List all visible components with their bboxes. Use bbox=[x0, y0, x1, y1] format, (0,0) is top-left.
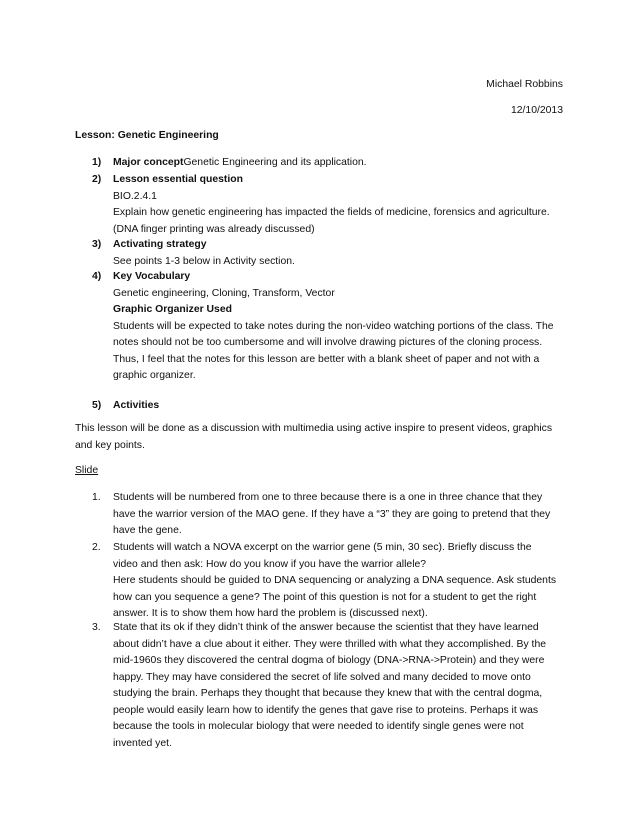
activity-number-3: 3. bbox=[92, 622, 101, 633]
graphic-organizer-line: graphic organizer. bbox=[113, 370, 196, 381]
key-vocabulary-label: Key Vocabulary bbox=[113, 271, 191, 282]
activity-line: about didn’t have a clue about it either. They were thrilled with what they accomplished. By the bbox=[113, 638, 547, 650]
graphic-organizer-line: notes should not be too cumbersome and will involve drawing pictures of the cloning process. bbox=[113, 337, 543, 348]
lesson-heading: Lesson: Genetic Engineering bbox=[75, 130, 219, 141]
standard-code: BIO.2.4.1 bbox=[113, 190, 157, 202]
activities-label: Activities bbox=[113, 400, 160, 411]
author-name: Michael Robbins bbox=[486, 79, 563, 90]
outline-number-2: 2) bbox=[92, 174, 102, 185]
essential-question bbox=[113, 172, 568, 238]
activity-line: video and then ask: How do you know if you have the warrior allele? bbox=[113, 558, 427, 570]
activity-1 bbox=[113, 490, 568, 540]
outline-number-4: 4) bbox=[92, 271, 102, 282]
essential-question-text: Explain how genetic engineering has impacted the fields of medicine, forensics and agriculture. bbox=[113, 207, 550, 218]
outline-number-1: 1) bbox=[92, 157, 102, 168]
major-concept bbox=[113, 155, 568, 172]
slide-label: Slide bbox=[75, 465, 99, 476]
outline-number-5: 5) bbox=[92, 400, 102, 411]
activity-line: how can you sequence a gene? The point of this question is not for a student to get the right bbox=[113, 591, 537, 603]
activity-line: have the warrior version of the MAO gene. If they have a “3” they are going to pretend that they bbox=[113, 508, 551, 520]
essential-question-label: Lesson essential question bbox=[113, 174, 243, 185]
activity-line: State that its ok if they didn’t think of the answer because the scientist that they have learned bbox=[113, 622, 539, 633]
graphic-organizer-line: Thus, I feel that the notes for this lesson are better with a blank sheet of paper and not with a bbox=[113, 353, 540, 365]
activity-2 bbox=[113, 540, 568, 623]
activity-number-2: 2. bbox=[92, 542, 101, 553]
key-vocabulary bbox=[113, 269, 568, 385]
activity-line: happy. They may have considered the secret of life solved and many decided to move onto bbox=[113, 671, 531, 683]
activity-number-1: 1. bbox=[92, 492, 101, 503]
activity-line: have the gene. bbox=[113, 525, 182, 536]
key-vocabulary-text: Genetic engineering, Cloning, Transform, Vector bbox=[113, 287, 335, 299]
essential-question-note: (DNA finger printing was already discussed) bbox=[113, 223, 315, 235]
activity-line: answer. It is to show them how hard the problem is (discussed next). bbox=[113, 608, 428, 619]
activity-line: because the tools in molecular biology that were needed to identify single genes were not bbox=[113, 721, 524, 732]
graphic-organizer-label: Graphic Organizer Used bbox=[113, 304, 232, 315]
graphic-organizer-line: Students will be expected to take notes during the non-video watching portions of the class. The bbox=[113, 320, 554, 332]
activating-strategy bbox=[113, 237, 568, 270]
intro-line: This lesson will be done as a discussion with multimedia using active inspire to present videos, graphics bbox=[75, 423, 553, 434]
activity-line: Students will be numbered from one to three because there is a one in three chance that they bbox=[113, 492, 543, 503]
activity-line: Students will watch a NOVA excerpt on the warrior gene (5 min, 30 sec). Briefly discuss the bbox=[113, 542, 532, 553]
activity-line: studying the brain. Perhaps they thought that because they knew that with the central dogma, bbox=[113, 688, 543, 699]
outline-number-3: 3) bbox=[92, 239, 102, 250]
activating-strategy-label: Activating strategy bbox=[113, 239, 207, 250]
intro-paragraph bbox=[75, 421, 570, 454]
activity-line: invented yet. bbox=[113, 737, 172, 749]
document-date: 12/10/2013 bbox=[510, 105, 563, 116]
activating-strategy-text: See points 1-3 below in Activity section. bbox=[113, 255, 295, 267]
major-concept-label: Major concept bbox=[113, 157, 184, 168]
major-concept-text: Genetic Engineering and its application. bbox=[183, 157, 367, 168]
activity-3 bbox=[113, 620, 568, 752]
activity-line: Here students should be guided to DNA sequencing or analyzing a DNA sequence. Ask students bbox=[113, 575, 557, 586]
intro-line: and key points. bbox=[75, 439, 145, 451]
activity-line: mid-1960s they discovered the central dogma of biology (DNA->RNA->Protein) and they were bbox=[113, 655, 545, 666]
activity-line: people would easily learn how to identify the genes that gave rise to proteins. Perhaps it was bbox=[113, 704, 539, 716]
